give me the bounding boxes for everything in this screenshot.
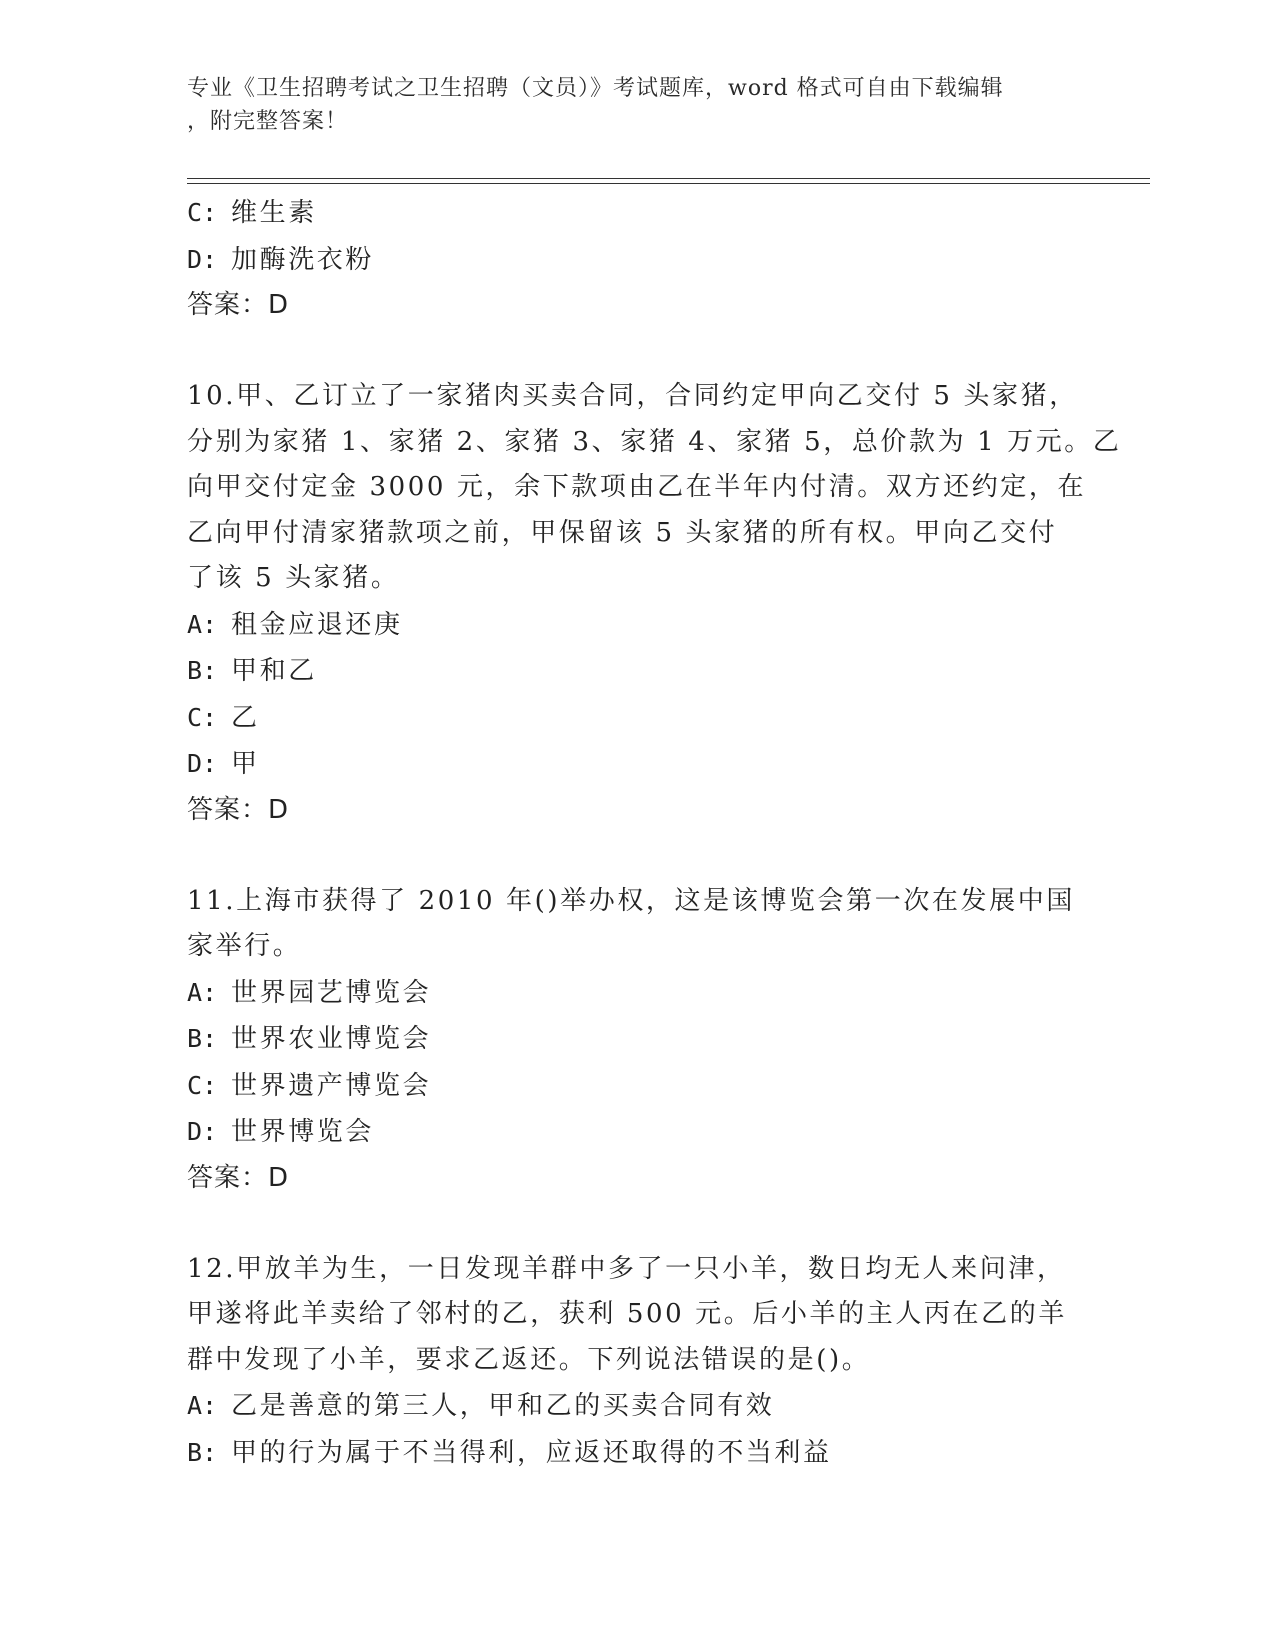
- option-d: [187, 1109, 1087, 1156]
- option-a: [187, 602, 1087, 649]
- header-line-2: ，附完整答案！: [187, 109, 349, 134]
- option-c: [187, 1063, 1087, 1110]
- option-text: 世界遗产博览会: [231, 1070, 432, 1101]
- question-text-line: 向甲交付定金 3000 元，余下款项由乙在半年内付清。双方还约定，在: [187, 472, 1087, 502]
- spacer: [187, 329, 1087, 375]
- option-text: 世界博览会: [231, 1117, 375, 1147]
- header-divider-top: [187, 178, 1150, 179]
- option-text: 甲的行为属于不当得利，应返还取得的不当利益: [231, 1437, 832, 1468]
- option-c: [187, 190, 1087, 237]
- answer-line: 答案：D: [187, 794, 290, 825]
- option-letter: D:: [187, 244, 218, 274]
- option-letter: C:: [187, 702, 218, 732]
- question-12: [187, 1247, 1087, 1477]
- option-letter: D:: [187, 749, 218, 778]
- option-letter: D:: [187, 1117, 218, 1146]
- question-text-line: 12.甲放羊为生，一日发现羊群中多了一只小羊，数日均无人来问津，: [187, 1253, 1066, 1284]
- option-text: 乙: [231, 702, 260, 733]
- option-text: 加酶洗衣粉: [231, 244, 375, 275]
- question-text-line: 甲遂将此羊卖给了邻村的乙，获利 500 元。后小羊的主人丙在乙的羊: [187, 1299, 1067, 1329]
- option-d: [187, 237, 1087, 284]
- option-text: 世界园艺博览会: [231, 977, 432, 1008]
- spacer: [187, 833, 1087, 879]
- question-text-line: 11.上海市获得了 2010 年()举办权，这是该博览会第一次在发展中国: [187, 885, 1075, 916]
- option-a: [187, 970, 1087, 1017]
- option-letter: A:: [187, 977, 218, 1007]
- answer-line: 答案：D: [187, 290, 290, 320]
- option-letter: B:: [187, 1437, 218, 1467]
- option-b: [187, 648, 1087, 695]
- question-text-line: 乙向甲付清家猪款项之前，甲保留该 5 头家猪的所有权。甲向乙交付: [187, 517, 1058, 548]
- spacer: [187, 1201, 1087, 1247]
- option-text: 租金应退还庚: [231, 609, 403, 640]
- question-text-line: 10.甲、乙订立了一家猪肉买卖合同，合同约定甲向乙交付 5 头家猪，: [187, 381, 1078, 411]
- option-letter: A:: [187, 609, 218, 639]
- option-a: [187, 1383, 1087, 1430]
- option-letter: B:: [187, 656, 218, 685]
- option-letter: B:: [187, 1024, 218, 1053]
- question-11: [187, 879, 1087, 1202]
- option-text: 甲和乙: [231, 656, 317, 686]
- header-line-1: 专业《卫生招聘考试之卫生招聘（文员）》考试题库，word 格式可自由下载编辑: [187, 76, 1004, 101]
- option-text: 乙是善意的第三人，甲和乙的买卖合同有效: [231, 1391, 775, 1421]
- prev-question: [187, 190, 1087, 329]
- option-b: [187, 1430, 1087, 1477]
- option-letter: C:: [187, 1070, 218, 1100]
- question-text-line: 了该 5 头家猪。: [187, 563, 400, 593]
- option-text: 甲: [231, 749, 260, 779]
- document-body: [187, 190, 1122, 1476]
- header-divider-bottom: [187, 183, 1150, 184]
- option-d: [187, 741, 1087, 788]
- option-letter: A:: [187, 1391, 218, 1420]
- option-text: 维生素: [231, 198, 317, 228]
- question-text-line: 群中发现了小羊，要求乙返还。下列说法错误的是()。: [187, 1344, 871, 1375]
- question-10: [187, 374, 1122, 833]
- option-b: [187, 1016, 1087, 1063]
- page-header: [187, 72, 1087, 138]
- answer-line: 答案：D: [187, 1162, 290, 1193]
- question-text-line: 家举行。: [187, 931, 302, 961]
- option-letter: C:: [187, 198, 218, 227]
- option-c: [187, 695, 1087, 742]
- option-text: 世界农业博览会: [231, 1024, 432, 1054]
- question-text-line: 分别为家猪 1、家猪 2、家猪 3、家猪 4、家猪 5，总价款为 1 万元。乙: [187, 426, 1122, 457]
